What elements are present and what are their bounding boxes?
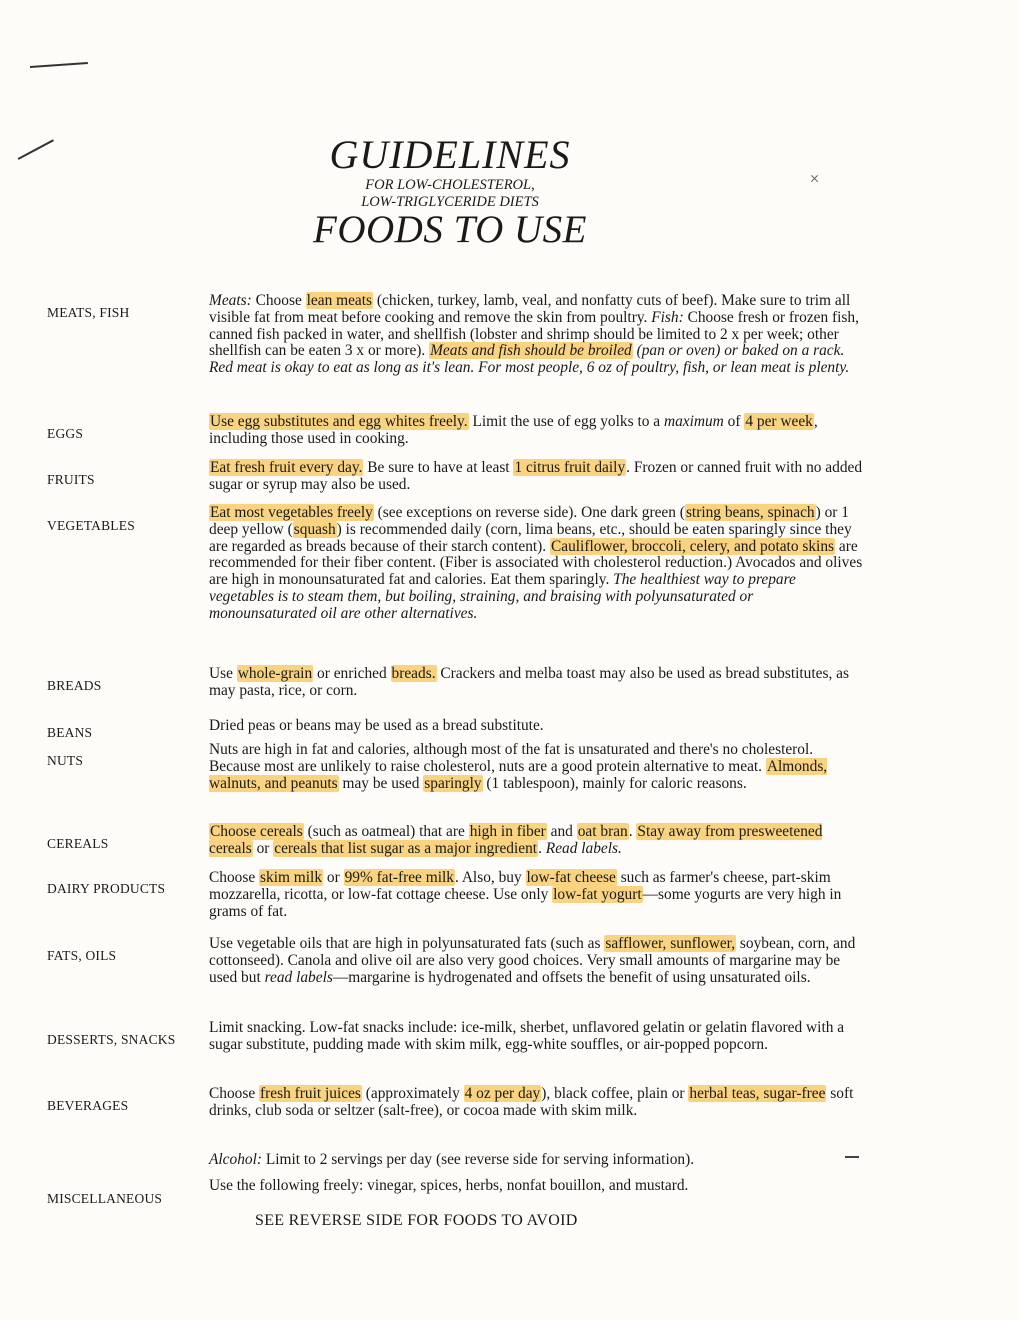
text-run: may be used [338,774,424,792]
section-text-fats [209,936,864,986]
pen-mark [30,62,88,68]
page-subtitle: FOR LOW-CHOLESTEROL, [365,177,535,193]
highlighted-text: 99% fat-free milk [344,869,454,886]
section-text-cereals [209,824,864,858]
section-text-alcohol [209,1152,864,1169]
text-run: Choose [209,1085,260,1102]
highlighted-text: low-fat yogurt [553,885,642,903]
highlighted-text: Almonds, walnuts, and peanuts [209,757,828,792]
text-run: Choose [251,292,306,309]
pen-mark [18,139,54,159]
section-text-eggs [209,414,864,448]
section-label-beverages: BEVERAGES [47,1098,129,1113]
text-run: or enriched [313,665,391,682]
highlighted-text: squash [293,520,336,538]
text-run: read labels [264,968,333,986]
text-run: or [252,839,274,857]
text-run: . [538,839,546,857]
highlighted-text: safflower, sunflower, [605,935,736,952]
text-run: Dried peas or beans may be used as a bread substitute. [209,717,544,734]
text-run: of [723,413,745,430]
section-text-nuts [209,742,864,792]
pen-mark [810,175,818,183]
highlighted-text: cereals that list sugar as a major ingredient [274,839,538,857]
text-run: Read labels. [545,839,622,857]
section-text-dairy [209,870,864,920]
text-run: Choose fresh or frozen fish, canned fish packed in water, and shellfish (lobster and shrimp should be limited to 2 x per week; other shellfish can be eaten 3 x or more). [209,308,859,360]
text-run: are recommended for their fiber content. (Fiber is associated with cholesterol reduction.) Avocados and olives are high in monounsaturated fat and calories. Eat them sparingly. [209,537,863,589]
section-text-breads [209,666,864,700]
highlighted-text: 4 oz per day [464,1085,541,1102]
highlighted-text: fresh fruit juices [260,1085,361,1102]
text-run: (approximately [361,1085,464,1102]
highlighted-text: Stay away from presweetened cereals [209,823,823,857]
section-label-vegetables: VEGETABLES [47,518,135,533]
text-run: . Frozen or canned fruit with no added sugar or syrup may also be used. [209,459,863,493]
highlighted-text: Cauliflower, broccoli, celery, and potato skins [550,537,835,555]
highlighted-text: low-fat cheese [526,869,616,886]
highlighted-text: breads. [391,665,436,682]
section-text-beverages [209,1086,864,1120]
text-run: —some yogurts are very high in grams of fat. [209,885,842,920]
highlighted-text: lean meats [306,292,373,309]
text-run: soft drinks, club soda or seltzer (salt-free), or cocoa made with skim milk. [209,1085,854,1119]
highlighted-text: sparingly [424,774,482,792]
section-heading: FOODS TO USE [313,208,587,251]
highlighted-text: Choose cereals [210,823,303,840]
section-label-nuts: NUTS [47,753,84,768]
highlighted-text: Eat fresh fruit every day. [210,459,363,476]
text-run: ) or 1 deep yellow ( [209,504,849,538]
highlighted-text: whole-grain [237,665,313,682]
section-label-beans: BEANS [47,725,93,740]
page-subtitle: LOW-TRIGLYCERIDE DIETS [361,194,539,210]
text-run: (see exceptions on reverse side). One dark green ( [373,504,685,521]
section-text-fruits [209,460,864,494]
highlighted-text: skim milk [260,869,323,886]
text-run: Limit the use of egg yolks to a [468,413,664,430]
section-label-dairy: DAIRY PRODUCTS [47,881,166,896]
highlighted-text: Use egg substitutes and egg whites freely. [210,413,468,430]
highlighted-text: herbal teas, sugar-free [689,1085,826,1102]
text-run: The healthiest way to prepare vegetables is to steam them, but boiling, straining, and braising with polyunsaturated or monounsaturated oil are other alternatives. [209,571,796,622]
text-run: (such as oatmeal) that are [303,823,469,840]
highlighted-text: Meats and fish should be broiled [430,342,632,360]
text-run: . [628,823,637,840]
highlighted-text: high in fiber [469,823,546,840]
footer-note: SEE REVERSE SIDE FOR FOODS TO AVOID [255,1212,578,1229]
highlighted-text: 1 citrus fruit daily [514,459,626,476]
text-run: . Also, buy [454,869,526,886]
text-run: Meats: [209,292,252,309]
page-title: GUIDELINES [329,132,571,177]
section-label-cereals: CEREALS [47,836,109,851]
highlighted-text: string beans, spinach [685,504,815,521]
text-run: Use the following freely: vinegar, spices, herbs, nonfat bouillon, and mustard. [209,1177,689,1194]
text-run: Choose [209,869,260,886]
section-label-fats: FATS, OILS [47,948,117,963]
text-run: (pan or oven) or baked on a rack. Red meat is okay to eat as long as it's lean. For most people, 6 oz of poultry, fish, or lean meat is plenty. [209,342,850,377]
text-run: ) is recommended daily (corn, lima beans, etc., should be eaten sparingly since they are regarded as breads because of their starch content). [209,520,852,555]
text-run: , including those used in cooking. [209,413,818,447]
highlighted-text: oat bran [577,823,628,840]
text-run: ), black coffee, plain or [541,1085,689,1102]
text-run: Use [209,665,237,682]
highlighted-text: Eat most vegetables freely [210,504,373,521]
text-run: Crackers and melba toast may also be used as bread substitutes, as may pasta, rice, or corn. [209,665,849,699]
section-text-desserts [209,1020,864,1054]
text-run: Fish: [651,308,684,326]
text-run: Be sure to have at least [363,459,514,476]
text-run: Limit to 2 servings per day (see reverse side for serving information). [262,1151,695,1168]
text-run: (1 tablespoon), mainly for caloric reasons. [482,774,747,792]
text-run: maximum [663,413,724,430]
section-text-beans [209,718,864,735]
section-text-misc [209,1178,864,1195]
section-label-misc: MISCELLANEOUS [47,1191,163,1206]
text-run: Alcohol: [209,1151,262,1168]
text-run: (chicken, turkey, lamb, veal, and nonfatty cuts of beef). Make sure to trim all visible fat from meat before cooking and remove the skin from poultry. [209,292,851,326]
text-run: and [546,823,577,840]
section-text-meats [209,293,864,377]
section-label-breads: BREADS [47,678,102,693]
text-run: soybean, corn, and cottonseed). Canola and olive oil are also very good choices. Very small amounts of margarine may be used but [209,935,856,986]
section-text-vegetables [209,505,864,623]
text-run: such as farmer's cheese, part-skim mozzarella, ricotta, or low-fat cottage cheese. Use only [209,869,831,903]
text-run: —margarine is hydrogenated and offsets the benefit of using unsaturated oils. [332,968,811,986]
text-run: or [323,869,344,886]
text-run: Limit snacking. Low-fat snacks include: ice-milk, sherbet, unflavored gelatin or gelatin flavored with a sugar substitute, pudding made with skim milk, egg-white souffles, or air-popped popcorn. [209,1019,845,1053]
section-label-fruits: FRUITS [47,472,95,487]
section-label-eggs: EGGS [47,426,84,441]
section-label-desserts: DESSERTS, SNACKS [47,1032,176,1047]
highlighted-text: 4 per week [745,413,813,430]
text-run: Use vegetable oils that are high in polyunsaturated fats (such as [209,935,605,952]
section-label-meats: MEATS, FISH [47,305,130,320]
text-run: Nuts are high in fat and calories, although most of the fat is unsaturated and there's no cholesterol. Because most are unlikely to raise cholesterol, nuts are a good protein alternative to meat. [209,741,814,775]
